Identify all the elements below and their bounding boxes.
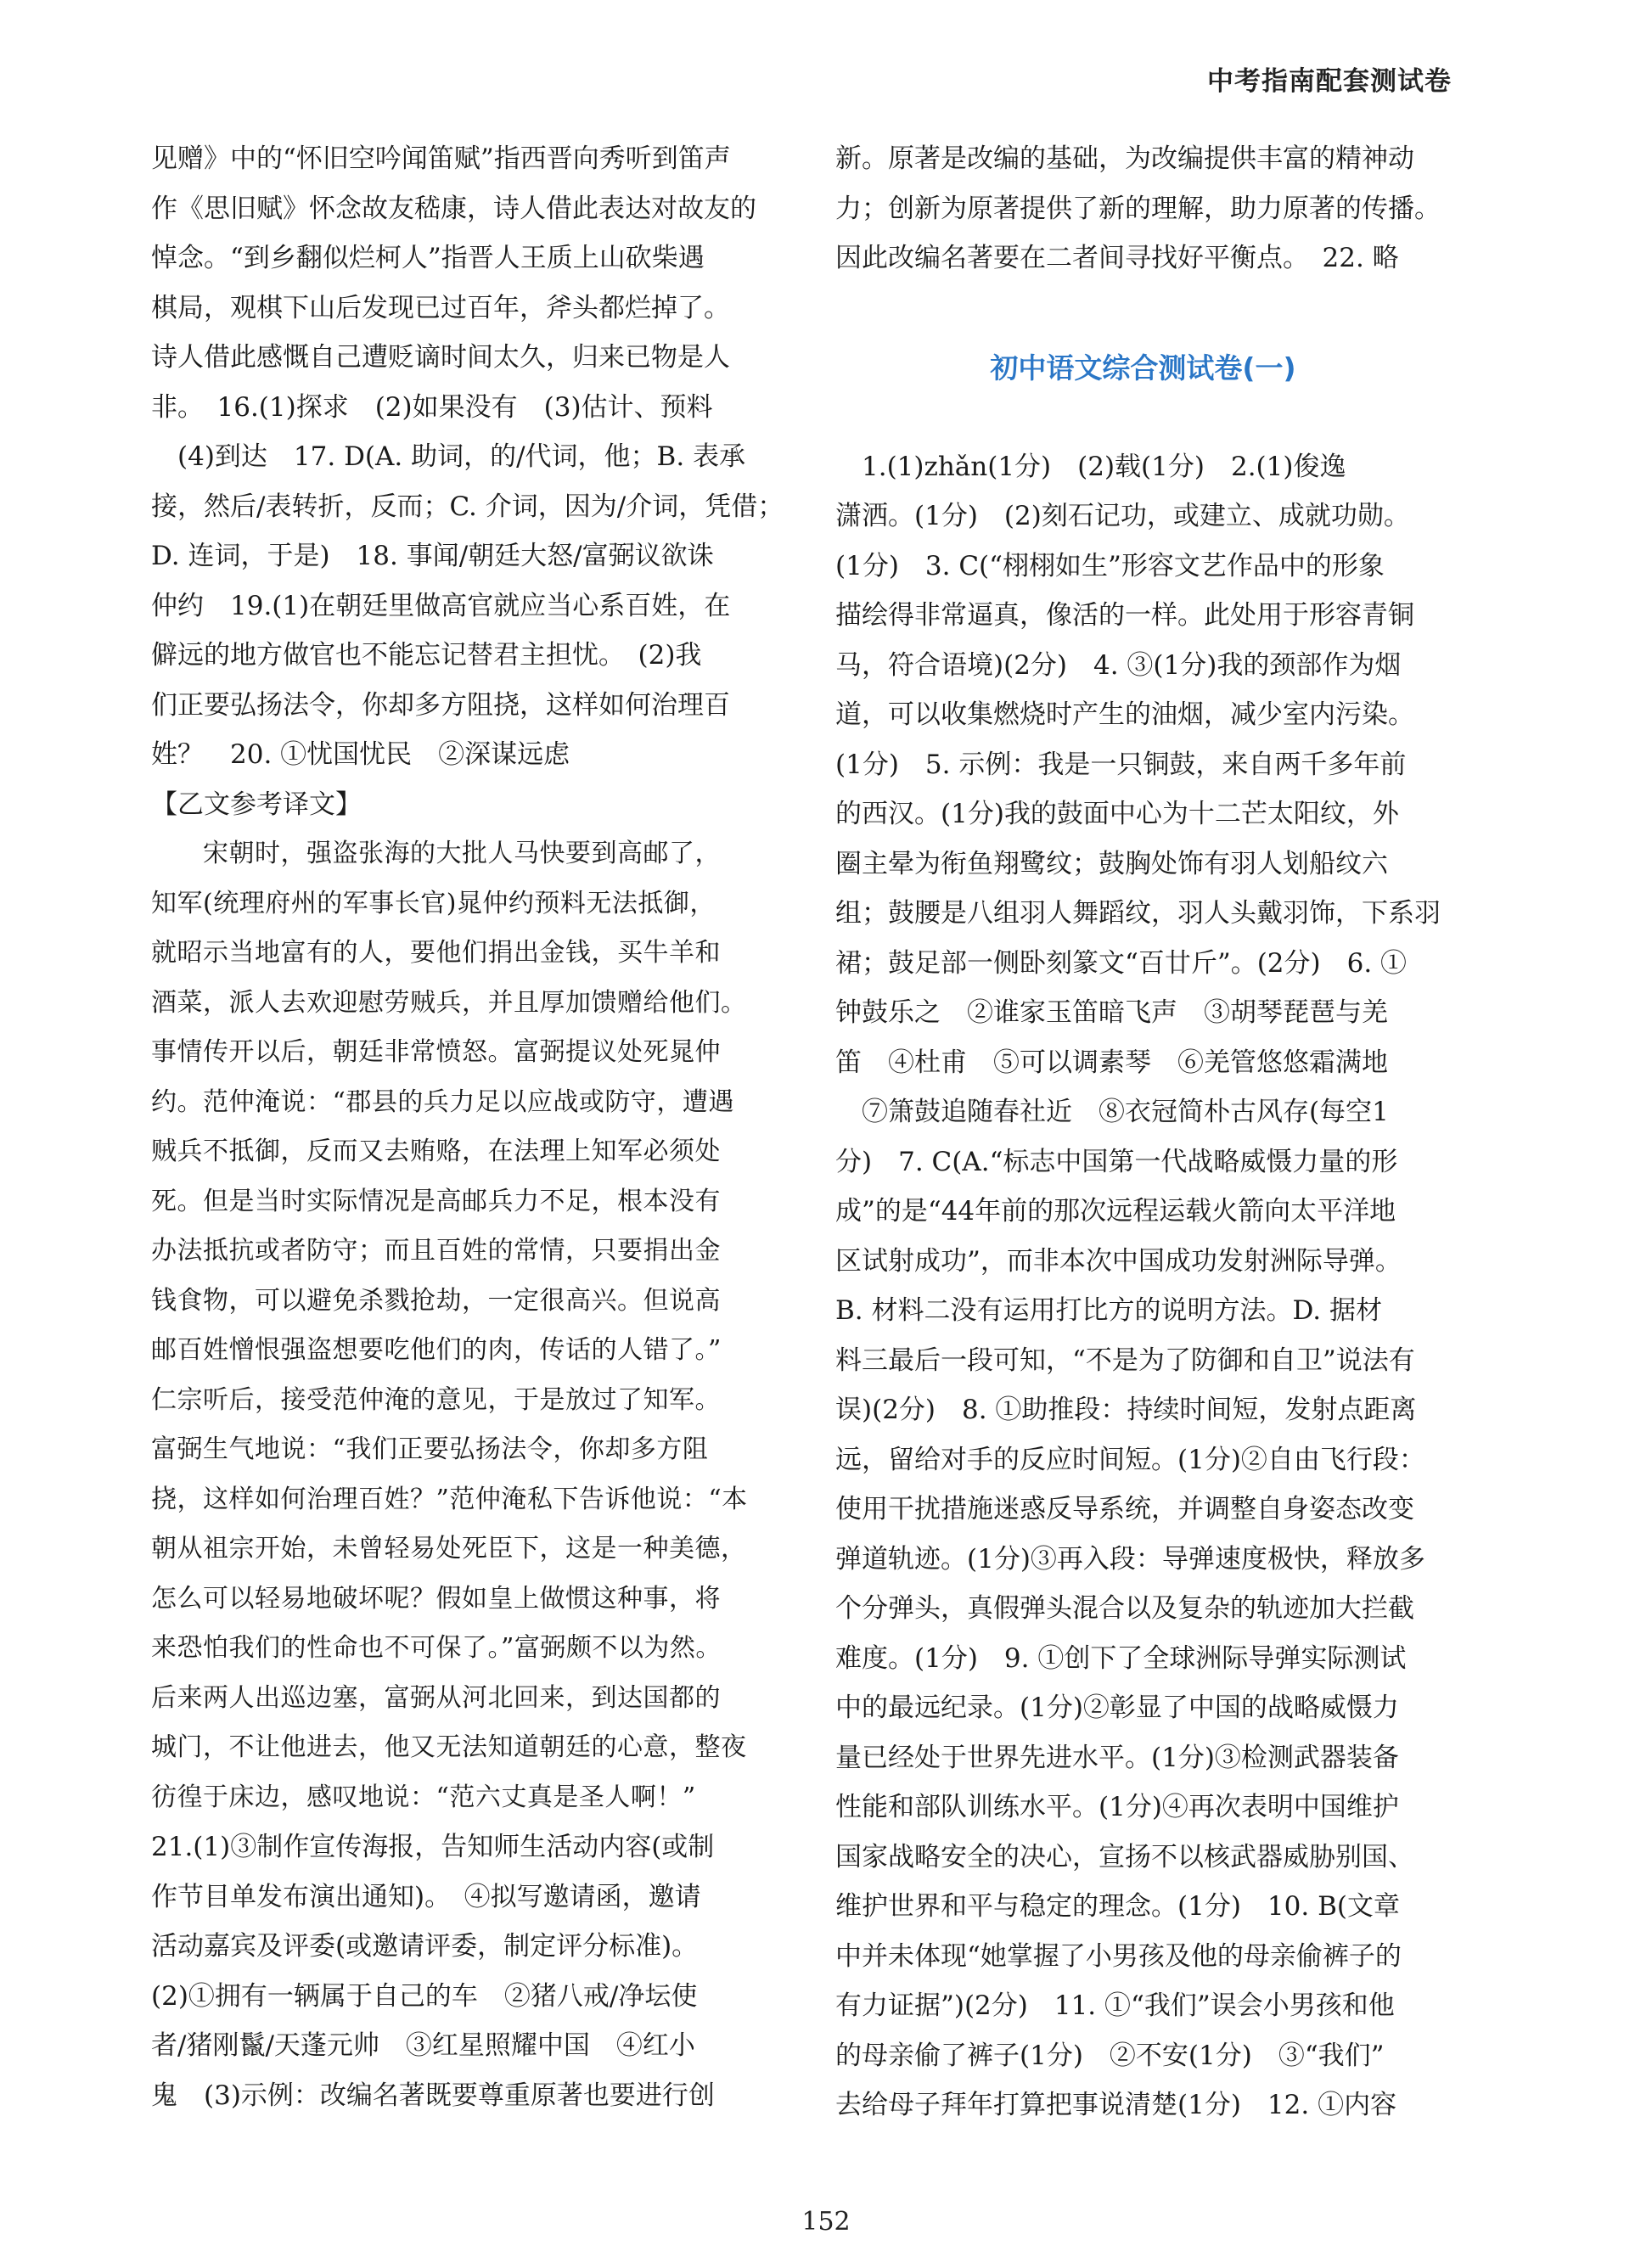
text-line: 诗人借此感慨自己遭贬谪时间太久，归来已物是人 bbox=[151, 342, 730, 373]
text-line: 城门，不让他进去，他又无法知道朝廷的心意，整夜 bbox=[151, 1732, 747, 1762]
text-line: 怎么可以轻易地破坏呢？假如皇上做惯这种事，将 bbox=[151, 1583, 721, 1614]
text-line: 非。 16.(1)探求 (2)如果没有 (3)估计、预料 bbox=[151, 391, 713, 423]
section-title: 初中语文综合测试卷(一) bbox=[990, 351, 1296, 385]
text-line: 们正要弘扬法令，你却多方阻挠，这样如何治理百 bbox=[151, 689, 730, 721]
text-line: 仲约 19.(1)在朝廷里做高官就应当心系百姓，在 bbox=[151, 590, 731, 621]
text-line: 量已经处于世界先进水平。(1分)③检测武器装备 bbox=[835, 1742, 1399, 1773]
page-number: 152 bbox=[801, 2207, 851, 2237]
text-line: 宋朝时，强盗张海的大批人马快要到高邮了， bbox=[151, 839, 721, 868]
text-line: 的西汉。(1分)我的鼓面中心为十二芒太阳纹，外 bbox=[835, 799, 1399, 829]
text-line: 分) 7. C(A.“标志中国第一代战略威慑力量的形 bbox=[835, 1146, 1398, 1177]
text-line: 马，符合语境)(2分) 4. ③(1分)我的颈部作为烟 bbox=[835, 649, 1402, 681]
text-line: 去给母子拜年打算把事说清楚(1分) 12. ①内容 bbox=[835, 2090, 1397, 2120]
text-line: 朝从祖宗开始，未曾轻易处死臣下，这是一种美德， bbox=[151, 1534, 747, 1563]
text-line: 使用干扰措施迷惑反导系统，并调整自身姿态改变 bbox=[835, 1494, 1414, 1524]
text-line: 圈主晕为衔鱼翔鹭纹；鼓胸处饰有羽人划船纹六 bbox=[835, 848, 1388, 879]
text-line: 潇洒。(1分) (2)刻石记功，或建立、成就功勋。 bbox=[835, 501, 1410, 531]
text-line: (1分) 3. C(“栩栩如生”形容文艺作品中的形象 bbox=[835, 550, 1385, 581]
text-line: 难度。(1分) 9. ①创下了全球洲际导弹实际测试 bbox=[835, 1642, 1407, 1674]
text-line: 料三最后一段可知，“不是为了防御和自卫”说法有 bbox=[835, 1345, 1415, 1376]
text-line: 活动嘉宾及评委(或邀请评委，制定评分标准)。 bbox=[151, 1931, 699, 1962]
text-line: 组；鼓腰是八组羽人舞蹈纹，羽人头戴羽饰，下系羽 bbox=[835, 898, 1441, 929]
text-line: 棋局，观棋下山后发现已过百年，斧头都烂掉了。 bbox=[151, 292, 730, 323]
text-line: 新。原著是改编的基础，为改编提供丰富的精神动 bbox=[835, 143, 1414, 174]
text-line: 邮百姓憎恨强盗想要吃他们的肉，传话的人错了。” bbox=[151, 1335, 722, 1365]
text-line: 国家战略安全的决心，宣扬不以核武器威胁别国、 bbox=[835, 1841, 1414, 1872]
text-line: 远，留给对手的反应时间短。(1分)②自由飞行段： bbox=[835, 1444, 1425, 1475]
text-line: 21.(1)③制作宣传海报，告知师生活动内容(或制 bbox=[151, 1832, 715, 1862]
text-line: 姓？ 20. ①忧国忧民 ②深谋远虑 bbox=[151, 739, 570, 770]
text-line: 钱食物，可以避免杀戮抢劫，一定很高兴。但说高 bbox=[151, 1285, 721, 1316]
text-line: 就昭示当地富有的人，要他们捐出金钱，买牛羊和 bbox=[151, 938, 721, 968]
text-line: 性能和部队训练水平。(1分)④再次表明中国维护 bbox=[835, 1792, 1399, 1822]
text-line: 作节目单发布演出通知)。 ④拟写邀请函，邀请 bbox=[151, 1881, 701, 1912]
text-line: 者/猪刚鬣/天蓬元帅 ③红星照耀中国 ④红小 bbox=[151, 2030, 695, 2061]
text-line: 富弼生气地说：“我们正要弘扬法令，你却多方阻 bbox=[151, 1434, 709, 1464]
text-line: 维护世界和平与稳定的理念。(1分) 10. B(文章 bbox=[835, 1891, 1400, 1922]
text-line: 贼兵不抵御，反而又去贿赂，在法理上知军必须处 bbox=[151, 1137, 721, 1166]
text-line: 办法抵抗或者防守；而且百姓的常情，只要捐出金 bbox=[151, 1236, 721, 1266]
text-line: 力；创新为原著提供了新的理解，助力原著的传播。 bbox=[835, 193, 1441, 224]
text-line: (1分) 5. 示例：我是一只铜鼓，来自两千多年前 bbox=[835, 749, 1407, 780]
right-column bbox=[835, 134, 1451, 2130]
text-line: 悼念。“到乡翻似烂柯人”指晋人王质上山砍柴遇 bbox=[151, 243, 705, 273]
text-line: 区试射成功”，而非本次中国成功发射洲际导弹。 bbox=[835, 1245, 1402, 1277]
text-line: 描绘得非常逼真，像活的一样。此处用于形容青铜 bbox=[835, 600, 1414, 631]
text-line: 的母亲偷了裤子(1分) ②不安(1分) ③“我们” bbox=[835, 2040, 1385, 2071]
text-line: 仁宗听后，接受范仲淹的意见，于是放过了知军。 bbox=[151, 1384, 721, 1415]
text-line: 裙；鼓足部一侧卧刻篆文“百廿斤”。(2分) 6. ① bbox=[835, 947, 1408, 979]
text-line: 因此改编名著要在二者间寻找好平衡点。 22. 略 bbox=[835, 243, 1399, 273]
text-line: 道，可以收集燃烧时产生的油烟，减少室内污染。 bbox=[835, 699, 1414, 730]
text-line: 作《思旧赋》怀念故友嵇康，诗人借此表达对故友的 bbox=[151, 193, 756, 224]
text-line: 中并未体现“她掌握了小男孩及他的母亲偷裤子的 bbox=[835, 1940, 1402, 1972]
text-line: B. 材料二没有运用打比方的说明方法。D. 据材 bbox=[835, 1295, 1382, 1326]
text-line: 弹道轨迹。(1分)③再入段：导弹速度极快，释放多 bbox=[835, 1543, 1425, 1575]
text-line: 僻远的地方做官也不能忘记替君主担忧。 (2)我 bbox=[151, 640, 702, 671]
text-line: 钟鼓乐之 ②谁家玉笛暗飞声 ③胡琴琵琶与羌 bbox=[835, 997, 1388, 1028]
text-line: (4)到达 17. D(A. 助词，的/代词，他；B. 表承 bbox=[151, 441, 746, 472]
text-line: 中的最远纪录。(1分)②彰显了中国的战略威慑力 bbox=[835, 1693, 1399, 1723]
text-line: 彷徨于床边，感叹地说：“范六丈真是圣人啊！” bbox=[151, 1782, 696, 1812]
text-line: 1.(1)zhǎn(1分) (2)载(1分) 2.(1)俊逸 bbox=[835, 451, 1346, 482]
text-line: 个分弹头，真假弹头混合以及复杂的轨迹加大拦截 bbox=[835, 1593, 1414, 1624]
text-line: 鬼 (3)示例：改编名著既要尊重原著也要进行创 bbox=[151, 2080, 715, 2111]
text-line: 酒菜，派人去欢迎慰劳贼兵，并且厚加馈赠给他们。 bbox=[151, 987, 747, 1018]
text-line: D. 连词，于是) 18. 事闻/朝廷大怒/富弼议欲诛 bbox=[151, 541, 714, 571]
text-line: 后来两人出巡边塞，富弼从河北回来，到达国都的 bbox=[151, 1682, 721, 1713]
text-line: 挠，这样如何治理百姓？”范仲淹私下告诉他说：“本 bbox=[151, 1484, 748, 1514]
text-line: 笛 ④杜甫 ⑤可以调素琴 ⑥羌管悠悠霜满地 bbox=[835, 1047, 1388, 1078]
text-line: 接，然后/表转折，反而；C. 介词，因为/介词，凭借； bbox=[151, 491, 784, 522]
running-header: 中考指南配套测试卷 bbox=[1207, 66, 1452, 97]
text-line: (2)①拥有一辆属于自己的车 ②猪八戒/净坛使 bbox=[151, 1980, 698, 2012]
text-line: 知军(统理府州的军事长官)晁仲约预料无法抵御， bbox=[151, 888, 716, 918]
left-column bbox=[151, 134, 784, 2120]
text-line: 约。范仲淹说：“郡县的兵力足以应战或防守，遭遇 bbox=[151, 1086, 734, 1117]
translation-heading: 【乙文参考译文】 bbox=[151, 789, 362, 820]
text-line: 见赠》中的“怀旧空吟闻笛赋”指西晋向秀听到笛声 bbox=[151, 143, 731, 174]
text-line: ⑦箫鼓追随春社近 ⑧衣冠简朴古风存(每空1 bbox=[835, 1097, 1389, 1127]
text-line: 事情传开以后，朝廷非常愤怒。富弼提议处死晁仲 bbox=[151, 1037, 721, 1067]
text-line: 来恐怕我们的性命也不可保了。”富弼颇不以为然。 bbox=[151, 1633, 722, 1663]
text-line: 误)(2分) 8. ①助推段：持续时间短，发射点距离 bbox=[835, 1395, 1417, 1425]
text-line: 成”的是“44年前的那次远程运载火箭向太平洋地 bbox=[835, 1196, 1396, 1227]
text-line: 死。但是当时实际情况是高邮兵力不足，根本没有 bbox=[151, 1186, 721, 1216]
text-line: 有力证据”)(2分) 11. ①“我们”误会小男孩和他 bbox=[835, 1990, 1395, 2021]
